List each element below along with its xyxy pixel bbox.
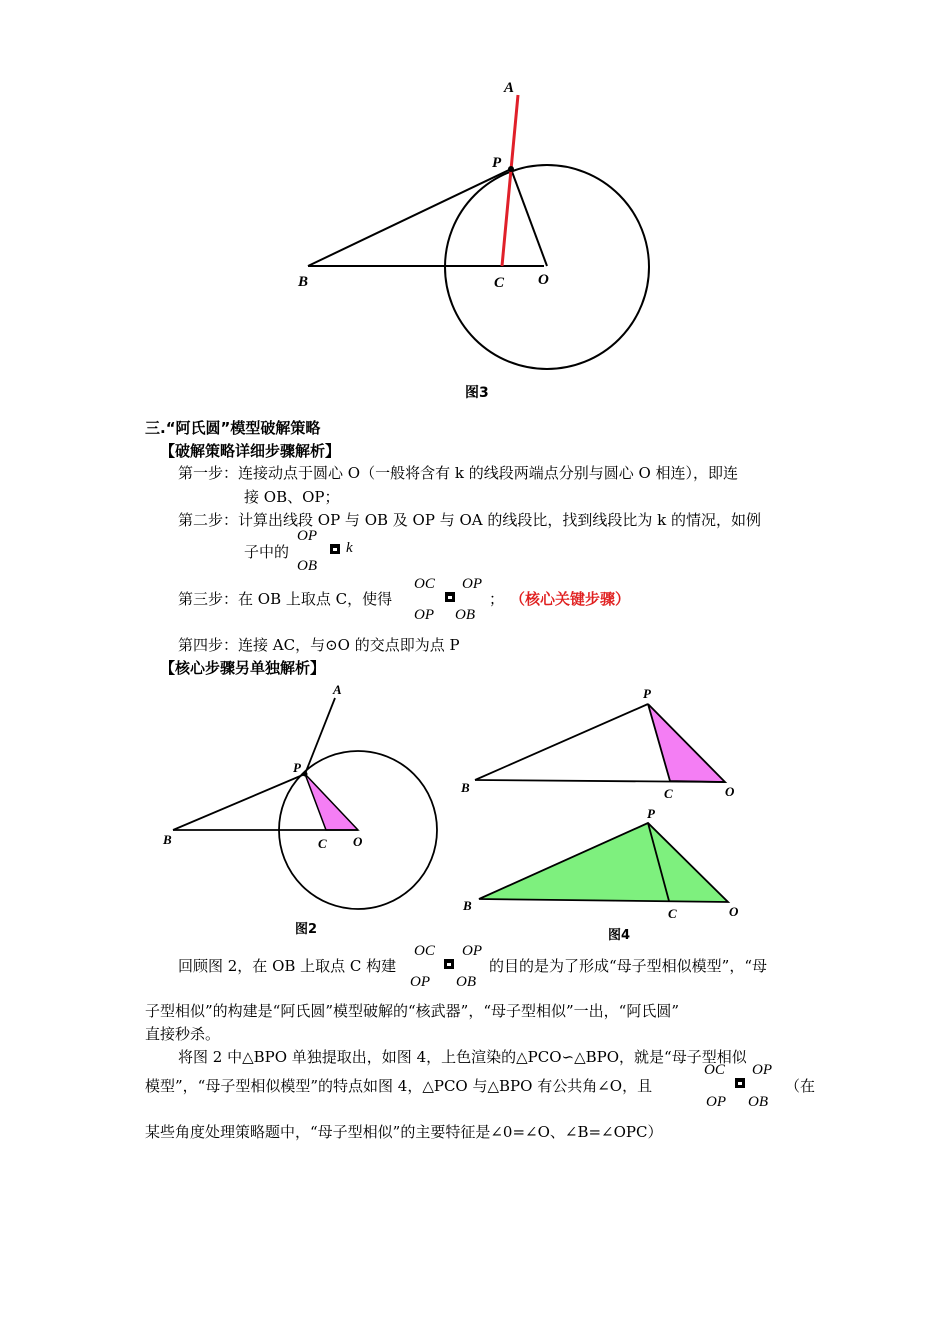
step3-prefix: 第三步：在 OB 上取点 C，使得 bbox=[178, 590, 393, 608]
fig3-label-P: P bbox=[492, 155, 502, 171]
para1-frac1-den: OP bbox=[410, 974, 430, 990]
para1-frac2-num: OP bbox=[462, 943, 482, 959]
step3-frac2-num: OP bbox=[462, 576, 482, 592]
fig4-bottom-label-O: O bbox=[729, 904, 739, 919]
fig4-top-label-O: O bbox=[725, 784, 735, 799]
step4: 第四步：连接 AC，与⊙O 的交点即为点 P bbox=[178, 636, 460, 654]
para2-frac2-den: OB bbox=[748, 1094, 768, 1110]
figure-3 bbox=[280, 70, 670, 410]
fig4-top-segment-BP bbox=[475, 704, 648, 780]
equals-box-icon bbox=[444, 959, 454, 969]
fig4-top-label-C: C bbox=[664, 786, 673, 801]
fig4-caption: 图4 bbox=[608, 928, 631, 943]
fig4-top-triangle-PCO bbox=[648, 704, 725, 782]
para1-line3: 直接秒杀。 bbox=[145, 1025, 221, 1043]
fig3-label-A: A bbox=[504, 80, 515, 96]
para1-suffix: 的目的是为了形成“母子型相似模型”，“母 bbox=[489, 957, 768, 975]
para2-line3: 某些角度处理策略题中，“母子型相似”的主要特征是∠0=∠O、∠B=∠OPC） bbox=[145, 1123, 663, 1141]
fig2-label-A: A bbox=[333, 682, 342, 697]
step3-separator: ； bbox=[489, 590, 505, 608]
fig2-caption: 图2 bbox=[295, 922, 318, 937]
fig4-bottom-label-B: B bbox=[463, 898, 472, 913]
para1-prefix: 回顾图 2，在 OB 上取点 C 构建 bbox=[178, 957, 397, 975]
equals-box-icon bbox=[735, 1078, 745, 1088]
figure-4 bbox=[455, 682, 755, 942]
section-title: 三.“阿氏圆”模型破解策略 bbox=[145, 419, 321, 437]
step1-line2: 接 OB、OP； bbox=[244, 488, 340, 506]
fig2-label-B: B bbox=[163, 832, 172, 847]
fig2-segment-BP bbox=[173, 774, 305, 830]
para2-line1: 将图 2 中△BPO 单独提取出，如图 4，上色渲染的△PCO∽△BPO，就是“母子型相似 bbox=[178, 1048, 747, 1066]
fig3-caption: 图3 bbox=[465, 385, 489, 401]
fig3-segment-BP bbox=[308, 169, 511, 266]
step2-fraction-den: OB bbox=[297, 558, 317, 574]
step3-frac2-den: OB bbox=[455, 607, 475, 623]
fig3-label-C: C bbox=[494, 275, 505, 291]
para1-frac1-num: OC bbox=[414, 943, 435, 959]
fig2-triangle-PCO bbox=[305, 774, 358, 830]
para1-line2: 子型相似”的构建是“阿氏圆”模型破解的“核武器”，“母子型相似”一出，“阿氏圆” bbox=[145, 1002, 680, 1020]
step2-line2: 子中的 bbox=[244, 543, 290, 561]
fig4-bottom-triangle-BPO bbox=[479, 823, 728, 902]
para2-frac2-num: OP bbox=[752, 1062, 772, 1078]
fig2-point-P bbox=[303, 772, 308, 777]
fig4-top-label-P: P bbox=[643, 686, 651, 701]
subheading-steps: 【破解策略详细步骤解析】 bbox=[160, 442, 341, 460]
para1-frac2-den: OB bbox=[456, 974, 476, 990]
fig3-point-P bbox=[508, 166, 514, 172]
step2-fraction-num: OP bbox=[297, 528, 317, 544]
step3-frac1-den: OP bbox=[414, 607, 434, 623]
fig3-label-B: B bbox=[298, 274, 309, 290]
fig2-segment-PA bbox=[305, 698, 335, 774]
subheading-core: 【核心步骤另单独解析】 bbox=[160, 659, 326, 677]
para2-line2-suffix: （在 bbox=[785, 1077, 816, 1095]
figure-2 bbox=[155, 680, 455, 920]
fig4-top-label-B: B bbox=[461, 780, 470, 795]
fig3-label-O: O bbox=[538, 272, 549, 288]
para2-frac1-num: OC bbox=[704, 1062, 725, 1078]
equals-box-icon bbox=[330, 544, 340, 554]
step3-frac1-num: OC bbox=[414, 576, 435, 592]
fig2-label-P: P bbox=[293, 760, 301, 775]
step2-line1: 第二步：计算出线段 OP 与 OB 及 OP 与 OA 的线段比，找到线段比为 k 的情况，如例 bbox=[178, 511, 762, 529]
step2-k: k bbox=[346, 540, 353, 556]
para2-frac1-den: OP bbox=[706, 1094, 726, 1110]
fig3-segment-PO bbox=[511, 169, 547, 266]
fig4-bottom-label-C: C bbox=[668, 906, 677, 921]
para2-line2-prefix: 模型”，“母子型相似模型”的特点如图 4，△PCO 与△BPO 有公共角∠O，且 bbox=[145, 1077, 653, 1095]
fig2-label-O: O bbox=[353, 834, 363, 849]
step1-line1: 第一步：连接动点于圆心 O（一般将含有 k 的线段两端点分别与圆心 O 相连），即连 bbox=[178, 464, 739, 482]
fig2-label-C: C bbox=[318, 836, 327, 851]
fig4-bottom-label-P: P bbox=[647, 806, 655, 821]
equals-box-icon bbox=[445, 592, 455, 602]
step3-key-note: （核心关键步骤） bbox=[510, 590, 631, 608]
